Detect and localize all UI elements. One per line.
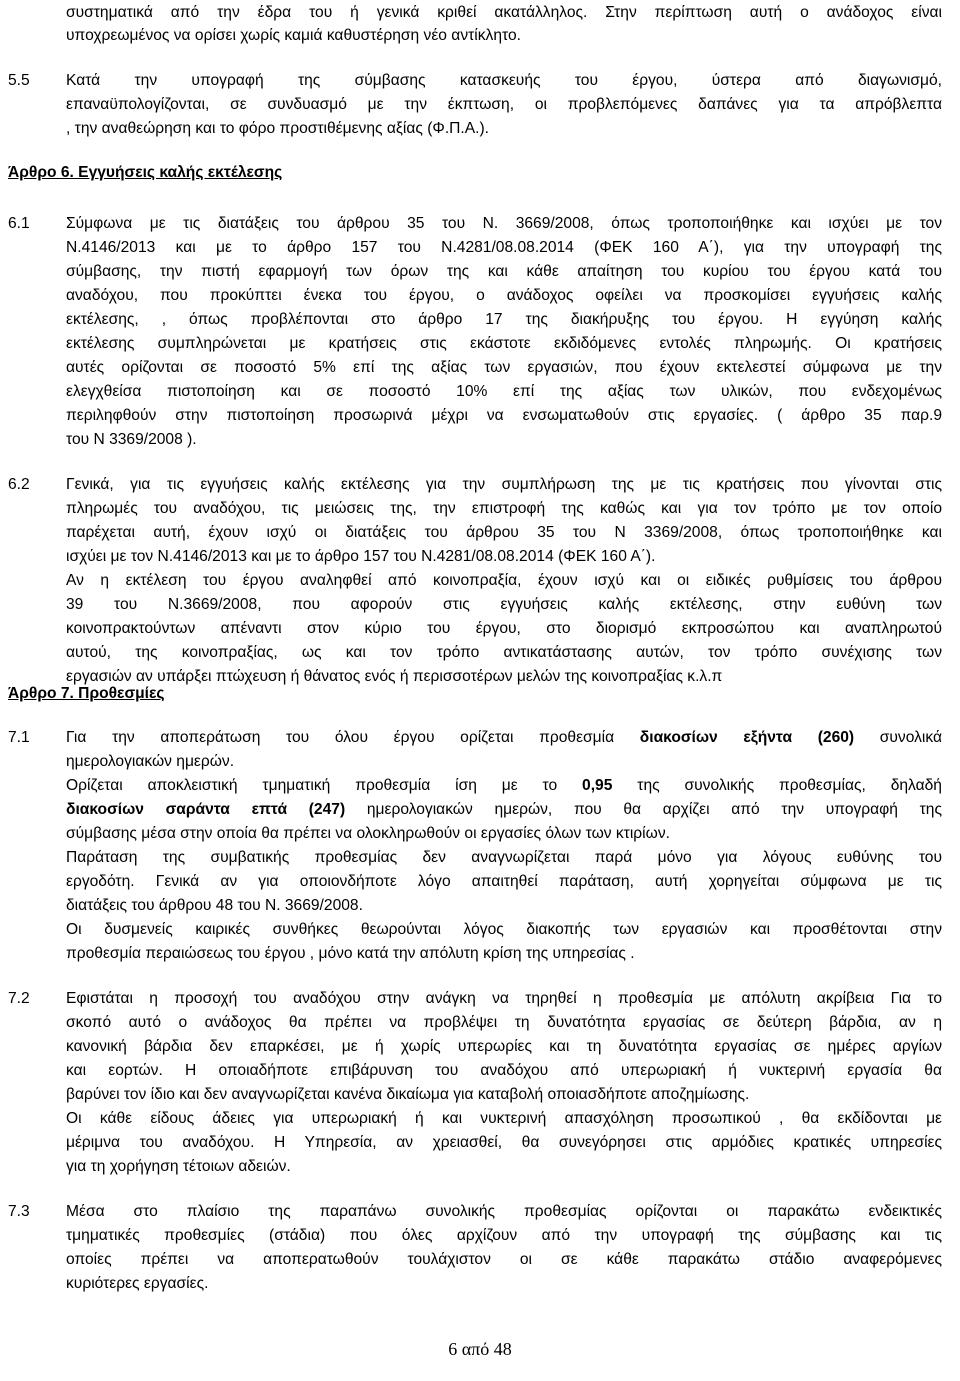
text-line: παρέχεται αυτή, έχουν ισχύ οι διατάξεις του άρθρου 35 του Ν 3369/2008, όπως τροποποιήθηκε και <box>66 524 942 541</box>
text-line: οποίες πρέπει να αποπερατωθούν τουλάχιστον οι σε κάθε παρακάτω στάδιο αναφερόμενες <box>66 1251 942 1268</box>
text-line: ελεγχθείσα πιστοποίηση και σε ποσοστό 10% επί της αξίας των υλικών, που ενδεχομένως <box>66 383 942 400</box>
text-line: προθεσμία περαιώσεως του έργου , μόνο κατά την απόλυτη κρίση της υπηρεσίας . <box>66 945 635 962</box>
text-line: περιληφθούν στην πιστοποίηση προσωρινά μέχρι να ενσωματωθούν στις εργασίες. ( άρθρο 35 παρ.9 <box>66 407 942 424</box>
text-line: αυτές ορίζονται σε ποσοστό 5% επί της αξίας των εργασιών, που έχουν εκτελεστεί σύμφωνα με την <box>66 359 942 376</box>
text-line: Εφιστάται η προσοχή του αναδόχου στην ανάγκη να τηρηθεί η προθεσμία με απόλυτη ακρίβεια Για το <box>66 990 942 1007</box>
text-line: σύμβασης μέσα στην οποία θα πρέπει να ολοκληρωθούν οι εργασίες όλων των κτιρίων. <box>66 825 670 842</box>
paragraph-number: 6.1 <box>8 215 30 232</box>
text-line: εκτέλεσης, , όπως προβλέπονται στο άρθρο 17 της διακήρυξης του έργου. Η εγγύηση καλής <box>66 311 942 328</box>
text-line: διατάξεις του άρθρου 48 του Ν. 3669/2008. <box>66 897 363 914</box>
text-line: ημερολογιακών ημερών. <box>66 753 235 770</box>
text-line: Οι δυσμενείς καιρικές συνθήκες θεωρούνται λόγος διακοπής των εργασιών και προσθέτονται στην <box>66 921 942 938</box>
paragraph-number: 7.3 <box>8 1203 30 1220</box>
text-line: πληρωμές του αναδόχου, τις μειώσεις της, την επιστροφή της καθώς και για τον τρόπο με τον οποίο <box>66 500 942 517</box>
text-line: για τη χορήγηση τέτοιων αδειών. <box>66 1158 291 1175</box>
paragraph-number: 7.1 <box>8 729 30 746</box>
text-line: βαρύνει τον ίδιο και δεν αναγνωρίζεται κανένα δικαίωμα για καταβολή οποιασδήποτε αποζημίωσης. <box>66 1086 750 1103</box>
text-line: σύμβασης, την πιστή εφαρμογή των όρων της και κάθε απαίτηση του κυρίου του έργου κατά του <box>66 263 942 280</box>
text-line: Κατά την υπογραφή της σύμβασης κατασκευής του έργου, ύστερα από διαγωνισμό, <box>66 72 942 89</box>
text-line: συστηματικά από την έδρα του ή γενικά κριθεί ακατάλληλος. Στην περίπτωση αυτή ο ανάδοχος είναι <box>66 4 942 21</box>
article-heading: Άρθρο 6. Εγγυήσεις καλής εκτέλεσης <box>8 164 283 181</box>
text-line: Οι κάθε είδους άδειες για υπερωριακή ή και νυκτερινή απασχόληση προσωπικού , θα εκδίδονται με <box>66 1110 942 1127</box>
article-heading: Άρθρο 7. Προθεσμίες <box>8 685 165 702</box>
text-line: Αν η εκτέλεση του έργου αναληφθεί από κοινοπραξία, έχουν ισχύ και οι ειδικές ρυθμίσεις του άρθρου <box>66 572 942 589</box>
page-number: 6 από 48 <box>448 1339 512 1359</box>
text-line: , την αναθεώρηση και το φόρο προστιθέμενης αξίας (Φ.Π.Α.). <box>66 120 490 137</box>
text-line: κυριότερες εργασίες. <box>66 1275 209 1292</box>
text-line: εργοδότη. Γενικά αν για οποιονδήποτε λόγο απαιτηθεί παράταση, αυτή χορηγείται σύμφωνα με τις <box>66 873 942 890</box>
text-line: Σύμφωνα με τις διατάξεις του άρθρου 35 του Ν. 3669/2008, όπως τροποποιήθηκε και ισχύει με τον <box>66 215 942 232</box>
text-line: επαναϋπολογίζονται, σε συνδυασμό με την έκπτωση, οι προβλεπόμενες δαπάνες για τα απρόβλεπτα <box>66 96 942 113</box>
text-line: εκτέλεσης συμπληρώνεται με κρατήσεις στις εκάστοτε εκδιδόμενες εντολές πληρωμής. Οι κρατήσεις <box>66 335 942 352</box>
text-line: Μέσα στο πλαίσιο της παραπάνω συνολικής προθεσμίας ορίζονται οι παρακάτω ενδεικτικές <box>66 1203 942 1220</box>
paragraph-number: 5.5 <box>8 72 30 89</box>
text-line: μέριμνα του αναδόχου. Η Υπηρεσία, αν χρειασθεί, θα συνεγόρησει στις αρμόδιες κρατικές υπηρεσίες <box>66 1134 942 1151</box>
text-line: αναδόχου, που προκύπτει ένεκα του έργου, ο ανάδοχος οφείλει να προσκομίσει εγγυήσεις καλής <box>66 287 942 304</box>
text-line: και εορτών. Η οποιαδήποτε επιβάρυνση του αναδόχου από υπερωριακή ή νυκτερινή εργασία θα <box>66 1062 942 1079</box>
text-line: Για την αποπεράτωση του όλου έργου ορίζεται προθεσμία διακοσίων εξήντα (260) συνολικά <box>66 729 942 746</box>
text-line: Ορίζεται αποκλειστική τμηματική προθεσμία ίση με το 0,95 της συνολικής προθεσμίας, δηλαδή <box>66 777 942 794</box>
text-line: Ν.4146/2013 και με το άρθρο 157 του Ν.4281/08.08.2014 (ΦΕΚ 160 Α΄), για την υπογραφή της <box>66 239 942 256</box>
paragraph-number: 6.2 <box>8 476 30 493</box>
text-line: Γενικά, για τις εγγυήσεις καλής εκτέλεσης για την συμπλήρωση της με τις κρατήσεις που γίνονται στις <box>66 476 942 493</box>
text-line: διακοσίων σαράντα επτά (247) ημερολογιακών ημερών, που θα αρχίζει από την υπογραφή της <box>66 801 942 818</box>
text-line: τμηματικές προθεσμίες (στάδια) που όλες αρχίζουν από την υπογραφή της σύμβασης και τις <box>66 1227 942 1244</box>
text-line: ισχύει με τον Ν.4146/2013 και με το άρθρο 157 του Ν.4281/08.08.2014 (ΦΕΚ 160 Α΄). <box>66 548 656 565</box>
text-line: Παράταση της συμβατικής προθεσμίας δεν αναγνωρίζεται παρά μόνο για λόγους ευθύνης του <box>66 849 942 866</box>
text-line: κοινοπρακτούντων απέναντι στον κύριο του έργου, στο διορισμό εκπροσώπου και αναπληρωτού <box>66 620 942 637</box>
text-line: κανονική βάρδια δεν επαρκέσει, με ή χωρίς υπερωρίες και τη δυνατότητα εργασίας σε ημέρες αργίων <box>66 1038 942 1055</box>
text-line: υποχρεωμένος να ορίσει χωρίς καμιά καθυστέρηση νέο αντίκλητο. <box>66 27 521 44</box>
text-line: σκοπό αυτό ο ανάδοχος θα πρέπει να προβλέψει τη δυνατότητα εργασίας σε δεύτερη βάρδια, αν η <box>66 1014 942 1031</box>
text-line: 39 του Ν.3669/2008, που αφορούν στις εγγυήσεις καλής εκτέλεσης, στην ευθύνη των <box>66 596 942 613</box>
text-line: εργασιών αν υπάρξει πτώχευση ή θάνατος ενός ή περισσοτέρων μελών της κοινοπραξίας κ.λ.π <box>66 668 723 685</box>
text-line: του Ν 3369/2008 ). <box>66 431 197 448</box>
text-line: αυτού, της κοινοπραξίας, ως και τον τρόπο αντικατάστασης αυτών, τον τρόπο συνέχισης των <box>66 644 942 661</box>
paragraph-number: 7.2 <box>8 990 30 1007</box>
